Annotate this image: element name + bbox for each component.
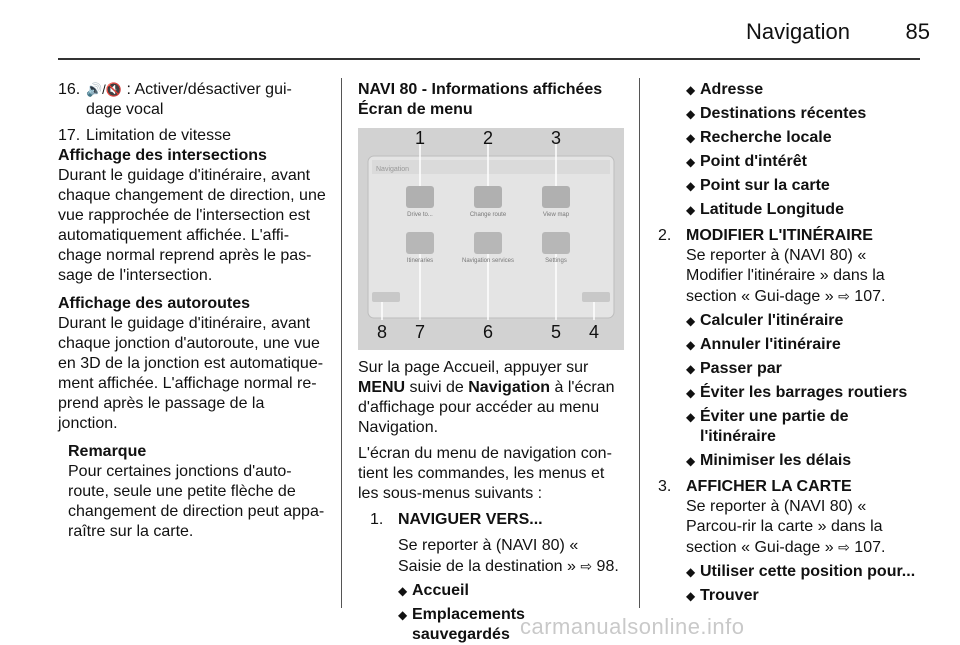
page-ref-arrow-icon: ⇨ (580, 558, 593, 574)
list-item: ◆ Annuler l'itinéraire (686, 336, 841, 353)
list-item: ◆ Emplacements sauvegardés (398, 606, 525, 643)
list-item-17 (58, 126, 326, 146)
list-item: ◆ Éviter les barrages routiers (686, 384, 908, 401)
button-label: View map (542, 212, 570, 218)
callout-number: 3 (550, 128, 562, 148)
itineraries-button (406, 232, 434, 254)
drive-to-button (406, 186, 434, 208)
button-label: Drive to... (407, 212, 433, 218)
column-divider-1 (341, 78, 342, 608)
diamond-bullet-icon: ◆ (686, 589, 696, 603)
button-label: Navigation services (461, 258, 515, 264)
view-map-button (542, 186, 570, 208)
item-number: 16. (58, 81, 81, 98)
diamond-bullet-icon: ◆ (686, 155, 696, 169)
diamond-bullet-icon: ◆ (398, 584, 408, 598)
button-label: Itineraries (406, 258, 434, 264)
list-item: ◆ Minimiser les délais (686, 452, 852, 469)
list-item: ◆ Trouver (686, 587, 759, 604)
text-run: suivi de (405, 379, 469, 396)
callout-number: 1 (414, 128, 426, 148)
button-label: Change route (469, 212, 507, 218)
diamond-bullet-icon: ◆ (686, 179, 696, 193)
diamond-bullet-icon: ◆ (686, 83, 696, 97)
item-number: 1. (370, 511, 384, 528)
list-item: ◆ Recherche locale (686, 129, 832, 146)
list-item-16 (58, 80, 326, 120)
item-title: AFFICHER LA CARTE (686, 478, 852, 495)
column-3 (658, 80, 924, 606)
list-item: ◆ Latitude Longitude (686, 201, 844, 218)
callout-number: 8 (376, 322, 388, 342)
callout-number: 4 (588, 322, 600, 342)
paragraph: Durant le guidage d'itinéraire, avant chaque jonction d'autoroute, une vue en 3D de la jonction est automatique-ment affichée. L'affichage normal re-prend après le passage de la jonction. (58, 315, 324, 432)
diamond-bullet-icon: ◆ (686, 362, 696, 376)
menu-screen-illustration (358, 128, 624, 350)
voice-toggle-icon: 🔊/🔇 (86, 82, 122, 97)
note-box (58, 442, 326, 542)
navigation-services-button (474, 232, 502, 254)
column-1 (58, 80, 326, 542)
callout-number: 6 (482, 322, 494, 342)
menu-screen-figure (358, 128, 624, 350)
list-item: ◆ Éviter une partie de l'itinéraire (686, 408, 849, 445)
list-item-1 (358, 510, 624, 530)
section-heading-navi80: NAVI 80 - Informations affichées (358, 81, 603, 98)
diamond-bullet-icon: ◆ (686, 338, 696, 352)
text-run: à l'écran d'affichage pour accéder au menu Navigation. (358, 379, 615, 436)
list-item: ◆ Adresse (686, 81, 764, 98)
item-number: 17. (58, 127, 81, 144)
section-heading-highways: Affichage des autoroutes (58, 295, 251, 312)
list-item: ◆ Calculer l'itinéraire (686, 312, 844, 329)
section-subheading-menu: Écran de menu (358, 101, 473, 118)
paragraph-intro (358, 358, 624, 438)
page-header-title: Navigation (746, 19, 850, 44)
diamond-bullet-icon: ◆ (686, 314, 696, 328)
note-body: Pour certaines jonctions d'auto-route, seule une petite flèche de changement de direction peut appa-raître sur la carte. (68, 463, 325, 540)
watermark: carmanualsonline.info (520, 614, 745, 639)
item-title: MODIFIER L'ITINÉRAIRE (686, 227, 873, 244)
paragraph: Durant le guidage d'itinéraire, avant chaque changement de direction, une vue rapprochée de l'intersection est automatiquement affichée. L'affi-chage normal reprend après le pas-sage de l'intersection. (58, 167, 326, 284)
section-heading-intersections: Affichage des intersections (58, 147, 267, 164)
button-label: Settings (545, 258, 567, 264)
text-run: Sur la page Accueil, appuyer sur (358, 359, 589, 376)
diamond-bullet-icon: ◆ (398, 608, 408, 622)
diamond-bullet-icon: ◆ (686, 203, 696, 217)
item-text: Limitation de vitesse (86, 127, 231, 144)
column-2 (358, 80, 624, 645)
screen-title: Navigation (376, 166, 410, 173)
list-item: ◆ Point d'intérêt (686, 153, 807, 170)
diamond-bullet-icon: ◆ (686, 410, 696, 424)
paragraph: L'écran du menu de navigation con-tient les commandes, les menus et les sous-menus suivants : (358, 445, 612, 502)
list-item: ◆ Point sur la carte (686, 177, 830, 194)
callout-number: 7 (414, 322, 426, 342)
settings-button (542, 232, 570, 254)
page-ref-arrow-icon: ⇨ (838, 539, 850, 555)
page-number: 85 (905, 19, 930, 44)
item-number: 3. (658, 478, 672, 495)
item-text: : Activer/désactiver gui- (126, 81, 292, 98)
list-item: ◆ Passer par (686, 360, 782, 377)
diamond-bullet-icon: ◆ (686, 107, 696, 121)
column-divider-2 (639, 78, 640, 608)
list-item: ◆ Utiliser cette position pour... (686, 563, 916, 580)
list-item-2 (658, 226, 924, 246)
list-item-3 (658, 477, 924, 497)
page-ref-arrow-icon: ⇨ (838, 288, 850, 304)
item-text-cont: dage vocal (86, 101, 164, 118)
options-button (582, 292, 610, 302)
change-route-button (474, 186, 502, 208)
diamond-bullet-icon: ◆ (686, 131, 696, 145)
list-item: ◆ Accueil (398, 582, 469, 599)
diamond-bullet-icon: ◆ (686, 565, 696, 579)
callout-number: 2 (482, 128, 494, 148)
callout-number: 5 (550, 322, 562, 342)
header-rule (58, 58, 920, 60)
item-title: NAVIGUER VERS... (398, 511, 543, 528)
list-item: ◆ Destinations récentes (686, 105, 867, 122)
item-description: Se reporter à (NAVI 80) « Modifier l'itinéraire » dans la section « Gui-dage » ⇨ 107. (686, 247, 886, 305)
item-number: 2. (658, 227, 672, 244)
note-title: Remarque (68, 443, 147, 460)
back-button (372, 292, 400, 302)
diamond-bullet-icon: ◆ (686, 386, 696, 400)
item-description: Se reporter à (NAVI 80) « Parcou-rir la carte » dans la section « Gui-dage » ⇨ 107. (686, 498, 886, 556)
menu-keyword: MENU (358, 379, 406, 396)
navigation-keyword: Navigation (468, 379, 551, 396)
item-description: Se reporter à (NAVI 80) « Saisie de la destination » ⇨ 98. (398, 537, 619, 575)
diamond-bullet-icon: ◆ (686, 454, 696, 468)
